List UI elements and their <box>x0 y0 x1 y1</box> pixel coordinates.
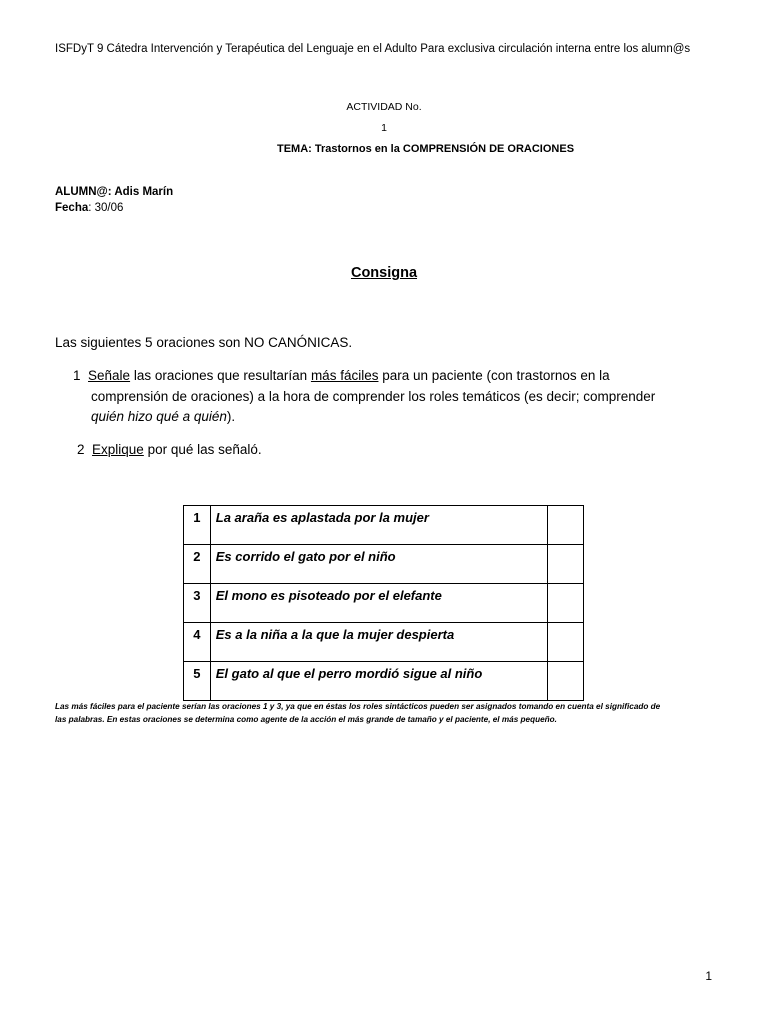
table-row <box>184 545 584 584</box>
sentence-text: La araña es aplastada por la mujer <box>210 506 548 545</box>
sentence-number: 2 <box>184 545 211 584</box>
sentence-number: 1 <box>184 506 211 545</box>
answer-line-1: Las más fáciles para el paciente serían las oraciones 1 y 3, ya que en éstas los roles sintácticos pueden ser asignados tomando en cuenta el significado de <box>55 702 661 711</box>
instruction-1-emphasis: más fáciles <box>310 368 379 383</box>
answer-cell[interactable] <box>548 506 584 545</box>
instruction-1-end: ). <box>226 409 236 424</box>
instruction-2 <box>77 442 262 457</box>
sentence-text: El gato al que el perro mordió sigue al niño <box>210 662 548 701</box>
answer-cell[interactable] <box>548 623 584 662</box>
sentence-text: Es corrido el gato por el niño <box>210 545 548 584</box>
document-header: ISFDyT 9 Cátedra Intervención y Terapéutica del Lenguaje en el Adulto Para exclusiva circulación interna entre los alumn@s <box>55 43 691 55</box>
instruction-1-verb: Señale <box>88 368 131 383</box>
sentence-text: El mono es pisoteado por el elefante <box>210 584 548 623</box>
date-line <box>55 202 123 214</box>
instruction-1-number: 1 <box>73 368 81 383</box>
answer-cell[interactable] <box>548 584 584 623</box>
intro-text: Las siguientes 5 oraciones son NO CANÓNICAS. <box>55 335 353 350</box>
table-row <box>184 662 584 701</box>
answer-line-2: las palabras. En estas oraciones se determina como agente de la acción el más grande de tamaño y el paciente, el más pequeño. <box>55 715 557 724</box>
instruction-2-text: por qué las señaló. <box>143 442 262 457</box>
sentence-text: Es a la niña a la que la mujer despierta <box>210 623 548 662</box>
activity-label: ACTIVIDAD No. <box>346 101 422 113</box>
instruction-2-verb: Explique <box>92 442 144 457</box>
topic-title: TEMA: Trastornos en la COMPRENSIÓN DE ORACIONES <box>277 143 575 155</box>
student-answer <box>55 700 715 726</box>
instruction-1-text-a: las oraciones que resultarían <box>130 368 311 383</box>
activity-number: 1 <box>381 122 387 134</box>
page-number: 1 <box>705 969 712 983</box>
answer-cell[interactable] <box>548 662 584 701</box>
date-value: : 30/06 <box>88 202 124 214</box>
sentence-number: 3 <box>184 584 211 623</box>
section-title-consigna: Consigna <box>350 265 418 281</box>
instruction-1-text-b: para un paciente (con trastornos en la <box>378 368 610 383</box>
student-name: ALUMN@: Adis Marín <box>55 186 174 198</box>
instruction-2-number: 2 <box>77 442 85 457</box>
date-label: Fecha <box>55 202 89 214</box>
sentences-table <box>183 505 584 701</box>
instruction-1-line-1 <box>73 368 610 383</box>
table-row <box>184 506 584 545</box>
instruction-1-line-2: comprensión de oraciones) a la hora de comprender los roles temáticos (es decir; comprender <box>91 389 656 404</box>
instruction-1-italic: quién hizo qué a quién <box>91 409 227 424</box>
sentence-number: 5 <box>184 662 211 701</box>
table-row <box>184 623 584 662</box>
instruction-1-line-3 <box>91 409 235 424</box>
sentence-number: 4 <box>184 623 211 662</box>
table-row <box>184 584 584 623</box>
answer-cell[interactable] <box>548 545 584 584</box>
